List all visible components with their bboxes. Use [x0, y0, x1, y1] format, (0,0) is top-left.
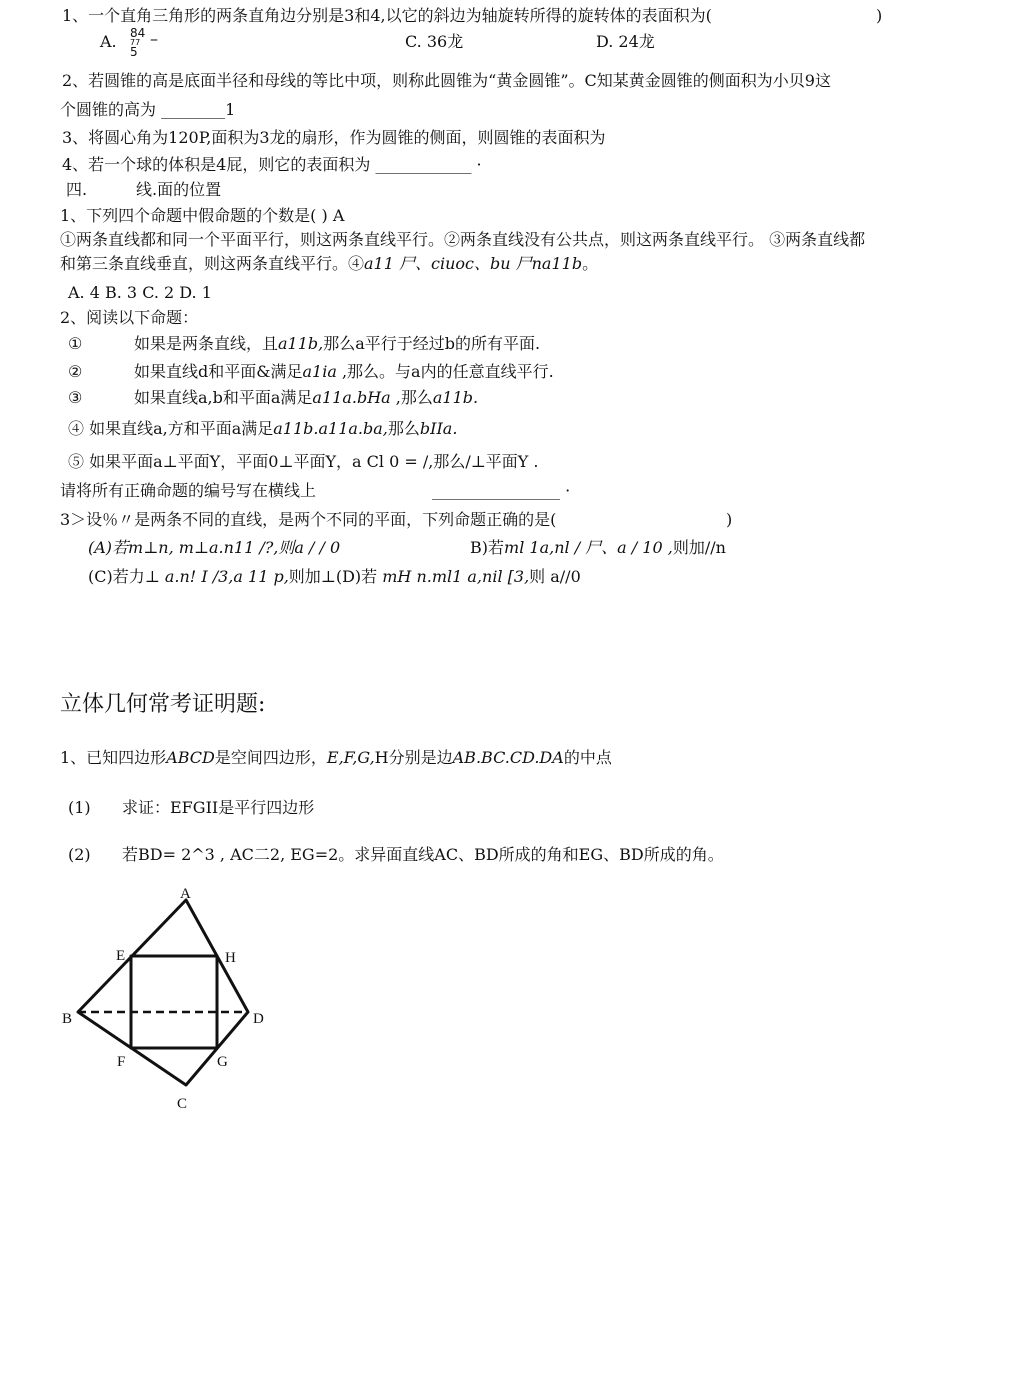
- p4-q2-item1: 如果是两条直线，且a11b,那么a平行于经过b的所有平面.: [134, 334, 541, 353]
- p4-q2-item3-number: ③: [68, 388, 83, 407]
- section-4-title: 线.面的位置: [136, 180, 222, 199]
- option-d: D. 24龙: [596, 32, 655, 51]
- vertex-label-a: A: [180, 886, 191, 902]
- proof-sub-2-text: 若BD= 2^3 , AC二2, EG=2。求异面直线AC、BD所成的角和EG、BD所成的角。: [122, 845, 724, 864]
- p4-q2-item5: ⑤ 如果平面a⊥平面Y，平面0⊥平面Y，a Cl 0 = /,那么/⊥平面Y .: [68, 452, 539, 471]
- option-a-label: A.: [100, 32, 117, 51]
- vertex-label-g: G: [217, 1054, 228, 1070]
- question-1-stem: 1、一个直角三角形的两条直角边分别是3和4,以它的斜边为轴旋转所得的旋转体的表面积为(: [62, 6, 712, 25]
- vertex-label-c: C: [177, 1096, 188, 1112]
- p4-question-1-line2: 和第三条直线垂直，则这两条直线平行。④a11 尸、ciuoc、bu 尸na11b。: [60, 254, 599, 273]
- p4-q2-item2-number: ②: [68, 362, 83, 381]
- vertex-label-f: F: [117, 1054, 126, 1070]
- question-2-line1: 2、若圆锥的高是底面半径和母线的等比中项，则称此圆锥为“黄金圆锥”。C知某黄金圆锥的侧面积为小贝9这: [62, 71, 831, 90]
- option-a-mid: 77: [130, 38, 141, 47]
- p4-question-1-options: A. 4 B. 3 C. 2 D. 1: [68, 283, 212, 302]
- question-1-close-paren: ): [876, 6, 883, 25]
- vertex-label-h: H: [225, 950, 236, 966]
- proof-sub-1-text: 求证：EFGII是平行四边形: [122, 798, 315, 817]
- p4-q3-options-c-d: (C)若力⊥ a.n! I /3,a 11 p,则加⊥(D)若 mH n.ml1 a,nil [3,则 a//0: [88, 567, 581, 586]
- vertex-label-e: E: [116, 948, 126, 964]
- p4-q3-option-b: B)若ml 1a,nl / 尸、a / 10 ,则加//n: [470, 538, 726, 557]
- p4-q3-option-a: (A)若m⊥n, m⊥a.n11 /?,则a / / 0: [88, 538, 341, 557]
- proof-sub-1-number: (1): [68, 798, 91, 817]
- proof-section-title: 立体几何常考证明题:: [60, 692, 266, 717]
- question-4: 4、若一个球的体积是4屁，则它的表面积为 ____________ ·: [62, 155, 482, 174]
- p4-q2-item4: ④ 如果直线a,方和平面a满足a11b.a11a.ba,那么bIIa.: [68, 419, 458, 438]
- option-c: C. 36龙: [405, 32, 464, 51]
- section-4-number: 四.: [66, 180, 88, 199]
- vertex-label-d: D: [253, 1011, 264, 1027]
- p4-question-1-line1: ①两条直线都和同一个平面平行，则这两条直线平行。②两条直线没有公共点，则这两条直线平行。 ③两条直线都: [60, 230, 866, 249]
- p4-q2-item3: 如果直线a,b和平面a满足a11a.bHa ,那么a11b.: [134, 388, 479, 407]
- p4-q2-answer-prompt: 请将所有正确命题的编号写在横线上: [60, 481, 317, 500]
- proof-question-1: 1、已知四边形ABCD是空间四边形，E,F,G,H分别是边AB.BC.CD.DA的中点: [60, 748, 612, 767]
- p4-question-1-stem: 1、下列四个命题中假命题的个数是( ) A: [60, 206, 345, 225]
- p4-q2-item2: 如果直线d和平面&满足a1ia ,那么。与a内的任意直线平行.: [134, 362, 554, 381]
- p4-question-2-stem: 2、阅读以下命题：: [60, 308, 199, 327]
- option-a-denominator: 5: [130, 45, 138, 59]
- question-3: 3、将圆心角为120P,面积为3龙的扇形，作为圆锥的侧面，则圆锥的表面积为: [62, 128, 606, 147]
- proof-sub-2-number: (2): [68, 845, 91, 864]
- vertex-label-b: B: [62, 1011, 73, 1027]
- p4-q2-item1-number: ①: [68, 334, 83, 353]
- option-a-dash: –: [150, 29, 158, 48]
- option-a-numerator: 84: [130, 26, 146, 40]
- p4-question-3-stem: 3＞设％〃是两条不同的直线，是两个不同的平面，下列命题正确的是(: [60, 510, 557, 529]
- p4-q2-answer-blank: ________________ ·: [432, 481, 571, 500]
- p4-question-3-close: ): [726, 510, 733, 529]
- inner-parallelogram-efgh: [131, 956, 217, 1048]
- question-2-line2: 个圆锥的高为 ________1: [60, 100, 236, 119]
